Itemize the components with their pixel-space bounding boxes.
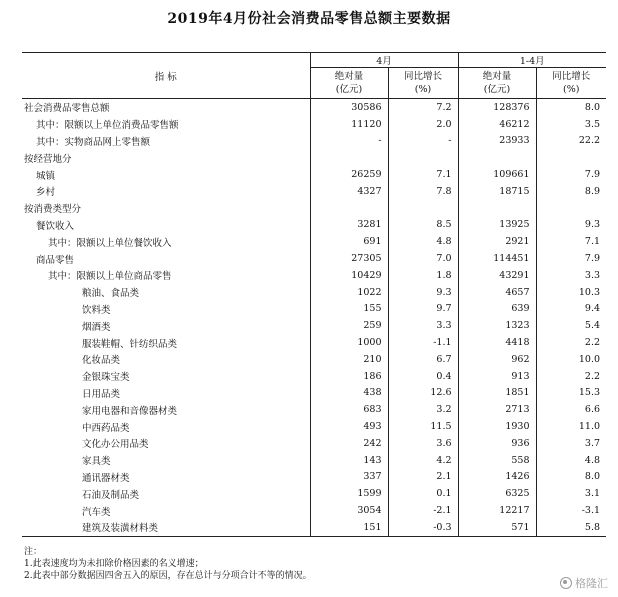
jan-apr-yoy-growth: 7.9	[536, 166, 606, 183]
jan-apr-yoy-growth: 8.0	[536, 99, 606, 116]
jan-apr-yoy-growth	[536, 200, 606, 217]
period-header-jan-apr: 1-4月	[458, 53, 606, 68]
period-header-april: 4月	[310, 53, 458, 68]
table-row	[22, 435, 606, 452]
jan-apr-absolute-value: 936	[458, 435, 536, 452]
jan-apr-yoy-growth: 9.3	[536, 217, 606, 234]
april-yoy-growth: 8.5	[388, 217, 458, 234]
jan-apr-yoy-growth: 8.0	[536, 469, 606, 486]
row-label: 汽车类	[82, 506, 111, 518]
row-label: 按消费类型分	[24, 204, 82, 216]
jan-apr-absolute-value: 913	[458, 368, 536, 385]
watermark	[560, 575, 608, 591]
jan-apr-absolute-value: 109661	[458, 166, 536, 183]
april-yoy-growth: 2.1	[388, 469, 458, 486]
april-absolute-value	[310, 200, 388, 217]
row-label: 其中：限额以上单位商品零售	[48, 271, 172, 283]
april-yoy-growth: 3.3	[388, 317, 458, 334]
jan-apr-absolute-value: 23933	[458, 133, 536, 150]
april-yoy-growth: 11.5	[388, 418, 458, 435]
row-label: 家用电器和音像器材类	[82, 405, 178, 417]
row-label: 化妆品类	[82, 355, 121, 367]
jan-apr-absolute-value	[458, 200, 536, 217]
jan-apr-yoy-growth: -3.1	[536, 502, 606, 519]
april-yoy-growth: 12.6	[388, 385, 458, 402]
abs-header-april	[310, 68, 388, 99]
table-row	[22, 149, 606, 166]
april-absolute-value: 4327	[310, 183, 388, 200]
row-label: 其中：限额以上单位消费品零售额	[36, 120, 179, 132]
table-row	[22, 485, 606, 502]
row-label: 粮油、食品类	[82, 288, 140, 300]
row-label: 乡村	[36, 187, 56, 199]
table-row	[22, 502, 606, 519]
april-yoy-growth: 9.3	[388, 284, 458, 301]
april-absolute-value: 493	[310, 418, 388, 435]
row-label: 饮料类	[82, 304, 111, 316]
table-row	[22, 301, 606, 318]
row-label: 烟酒类	[82, 321, 111, 333]
jan-apr-absolute-value: 18715	[458, 183, 536, 200]
jan-apr-absolute-value: 6325	[458, 485, 536, 502]
april-absolute-value: 1000	[310, 334, 388, 351]
table-row	[22, 334, 606, 351]
april-absolute-value: 26259	[310, 166, 388, 183]
jan-apr-absolute-value: 4418	[458, 334, 536, 351]
jan-apr-absolute-value: 2713	[458, 401, 536, 418]
table-row	[22, 351, 606, 368]
jan-apr-yoy-growth: 15.3	[536, 385, 606, 402]
table-row	[22, 519, 606, 536]
april-yoy-growth: 6.7	[388, 351, 458, 368]
jan-apr-absolute-value: 639	[458, 301, 536, 318]
jan-apr-yoy-growth: 9.4	[536, 301, 606, 318]
footnotes	[24, 546, 312, 582]
row-label: 城镇	[36, 170, 56, 182]
april-absolute-value: -	[310, 133, 388, 150]
april-absolute-value: 1599	[310, 485, 388, 502]
jan-apr-yoy-growth: 2.2	[536, 368, 606, 385]
table-row	[22, 200, 606, 217]
footnote-2: 2.此表中部分数据因四舍五入的原因，存在总计与分项合计不等的情况。	[24, 571, 312, 581]
april-absolute-value: 10429	[310, 267, 388, 284]
april-yoy-growth: -	[388, 133, 458, 150]
jan-apr-yoy-growth: 10.3	[536, 284, 606, 301]
abs-label: 绝对量	[334, 71, 364, 82]
april-yoy-growth: 7.1	[388, 166, 458, 183]
row-label: 文化办公用品类	[82, 439, 149, 451]
jan-apr-yoy-growth: 10.0	[536, 351, 606, 368]
row-label: 其中：限额以上单位餐饮收入	[48, 237, 172, 249]
table-row	[22, 385, 606, 402]
retail-sales-table	[22, 52, 606, 537]
row-label: 石油及制品类	[82, 489, 140, 501]
yoy-unit: (%)	[414, 84, 432, 95]
jan-apr-absolute-value: 1930	[458, 418, 536, 435]
jan-apr-absolute-value: 12217	[458, 502, 536, 519]
table-row	[22, 166, 606, 183]
row-label: 服装鞋帽、针纺织品类	[82, 338, 178, 350]
abs-unit: (亿元)	[335, 84, 363, 95]
table-row	[22, 217, 606, 234]
yoy-label: 同比增长	[552, 71, 591, 82]
april-absolute-value: 151	[310, 519, 388, 536]
april-absolute-value: 155	[310, 301, 388, 318]
jan-apr-yoy-growth: 2.2	[536, 334, 606, 351]
yoy-label: 同比增长	[404, 71, 443, 82]
april-yoy-growth: -2.1	[388, 502, 458, 519]
april-absolute-value: 3281	[310, 217, 388, 234]
april-yoy-growth: 9.7	[388, 301, 458, 318]
table-row	[22, 116, 606, 133]
april-absolute-value: 438	[310, 385, 388, 402]
april-absolute-value: 337	[310, 469, 388, 486]
april-absolute-value: 27305	[310, 250, 388, 267]
april-yoy-growth: 4.2	[388, 452, 458, 469]
jan-apr-yoy-growth: 11.0	[536, 418, 606, 435]
table-row	[22, 233, 606, 250]
april-absolute-value: 3054	[310, 502, 388, 519]
april-absolute-value: 259	[310, 317, 388, 334]
row-label: 其中：实物商品网上零售额	[36, 136, 151, 148]
jan-apr-absolute-value: 43291	[458, 267, 536, 284]
table-row	[22, 250, 606, 267]
table-body	[22, 99, 606, 537]
april-yoy-growth: 7.0	[388, 250, 458, 267]
jan-apr-yoy-growth: 6.6	[536, 401, 606, 418]
table-row	[22, 469, 606, 486]
jan-apr-yoy-growth: 3.3	[536, 267, 606, 284]
jan-apr-absolute-value: 962	[458, 351, 536, 368]
row-label: 按经营地分	[24, 153, 72, 165]
row-label: 社会消费品零售总额	[24, 103, 110, 115]
row-label: 金银珠宝类	[82, 372, 130, 384]
table-row	[22, 99, 606, 116]
april-yoy-growth: 1.8	[388, 267, 458, 284]
april-absolute-value: 11120	[310, 116, 388, 133]
april-yoy-growth	[388, 200, 458, 217]
watermark-text: 格隆汇	[575, 577, 608, 590]
jan-apr-yoy-growth: 3.1	[536, 485, 606, 502]
table-row	[22, 284, 606, 301]
jan-apr-absolute-value: 13925	[458, 217, 536, 234]
row-label: 通讯器材类	[82, 472, 130, 484]
april-absolute-value: 1022	[310, 284, 388, 301]
april-absolute-value: 210	[310, 351, 388, 368]
jan-apr-yoy-growth: 5.8	[536, 519, 606, 536]
jan-apr-absolute-value: 4657	[458, 284, 536, 301]
watermark-logo-icon	[560, 577, 572, 589]
footnote-heading: 注：	[24, 547, 43, 557]
table-row	[22, 317, 606, 334]
jan-apr-absolute-value: 1323	[458, 317, 536, 334]
yoy-header-april	[388, 68, 458, 99]
jan-apr-yoy-growth: 3.5	[536, 116, 606, 133]
april-yoy-growth	[388, 149, 458, 166]
table-row	[22, 452, 606, 469]
april-absolute-value	[310, 149, 388, 166]
jan-apr-absolute-value: 571	[458, 519, 536, 536]
april-yoy-growth: -1.1	[388, 334, 458, 351]
jan-apr-absolute-value: 2921	[458, 233, 536, 250]
april-yoy-growth: 3.2	[388, 401, 458, 418]
row-label: 家具类	[82, 456, 111, 468]
jan-apr-absolute-value	[458, 149, 536, 166]
yoy-header-jan-apr	[536, 68, 606, 99]
table-row	[22, 267, 606, 284]
indicator-header: 指 标	[22, 53, 310, 99]
abs-header-jan-apr	[458, 68, 536, 99]
april-yoy-growth: 7.2	[388, 99, 458, 116]
april-absolute-value: 143	[310, 452, 388, 469]
jan-apr-absolute-value: 128376	[458, 99, 536, 116]
april-yoy-growth: -0.3	[388, 519, 458, 536]
april-yoy-growth: 3.6	[388, 435, 458, 452]
row-label: 建筑及装潢材料类	[22, 519, 310, 536]
yoy-unit: (%)	[563, 84, 580, 95]
april-yoy-growth: 0.4	[388, 368, 458, 385]
row-label: 中西药品类	[82, 422, 130, 434]
jan-apr-absolute-value: 114451	[458, 250, 536, 267]
abs-unit: (亿元)	[483, 84, 511, 95]
jan-apr-yoy-growth	[536, 149, 606, 166]
april-yoy-growth: 2.0	[388, 116, 458, 133]
april-yoy-growth: 0.1	[388, 485, 458, 502]
jan-apr-absolute-value: 558	[458, 452, 536, 469]
jan-apr-yoy-growth: 22.2	[536, 133, 606, 150]
april-absolute-value: 683	[310, 401, 388, 418]
jan-apr-yoy-growth: 7.1	[536, 233, 606, 250]
row-label: 商品零售	[36, 254, 75, 266]
table-row	[22, 183, 606, 200]
table-row	[22, 401, 606, 418]
jan-apr-absolute-value: 46212	[458, 116, 536, 133]
april-yoy-growth: 4.8	[388, 233, 458, 250]
april-absolute-value: 186	[310, 368, 388, 385]
april-yoy-growth: 7.8	[388, 183, 458, 200]
page-title: 2019年4月份社会消费品零售总额主要数据	[167, 11, 451, 27]
jan-apr-absolute-value: 1851	[458, 385, 536, 402]
jan-apr-yoy-growth: 8.9	[536, 183, 606, 200]
jan-apr-yoy-growth: 4.8	[536, 452, 606, 469]
jan-apr-absolute-value: 1426	[458, 469, 536, 486]
april-absolute-value: 30586	[310, 99, 388, 116]
april-absolute-value: 691	[310, 233, 388, 250]
april-absolute-value: 242	[310, 435, 388, 452]
table-row	[22, 418, 606, 435]
table-row	[22, 368, 606, 385]
jan-apr-yoy-growth: 3.7	[536, 435, 606, 452]
footnote-1: 1.此表速度均为未扣除价格因素的名义增速；	[24, 559, 204, 569]
jan-apr-yoy-growth: 5.4	[536, 317, 606, 334]
row-label: 餐饮收入	[36, 220, 75, 232]
abs-label: 绝对量	[482, 71, 512, 82]
jan-apr-yoy-growth: 7.9	[536, 250, 606, 267]
table-row	[22, 133, 606, 150]
row-label: 日用品类	[82, 388, 121, 400]
